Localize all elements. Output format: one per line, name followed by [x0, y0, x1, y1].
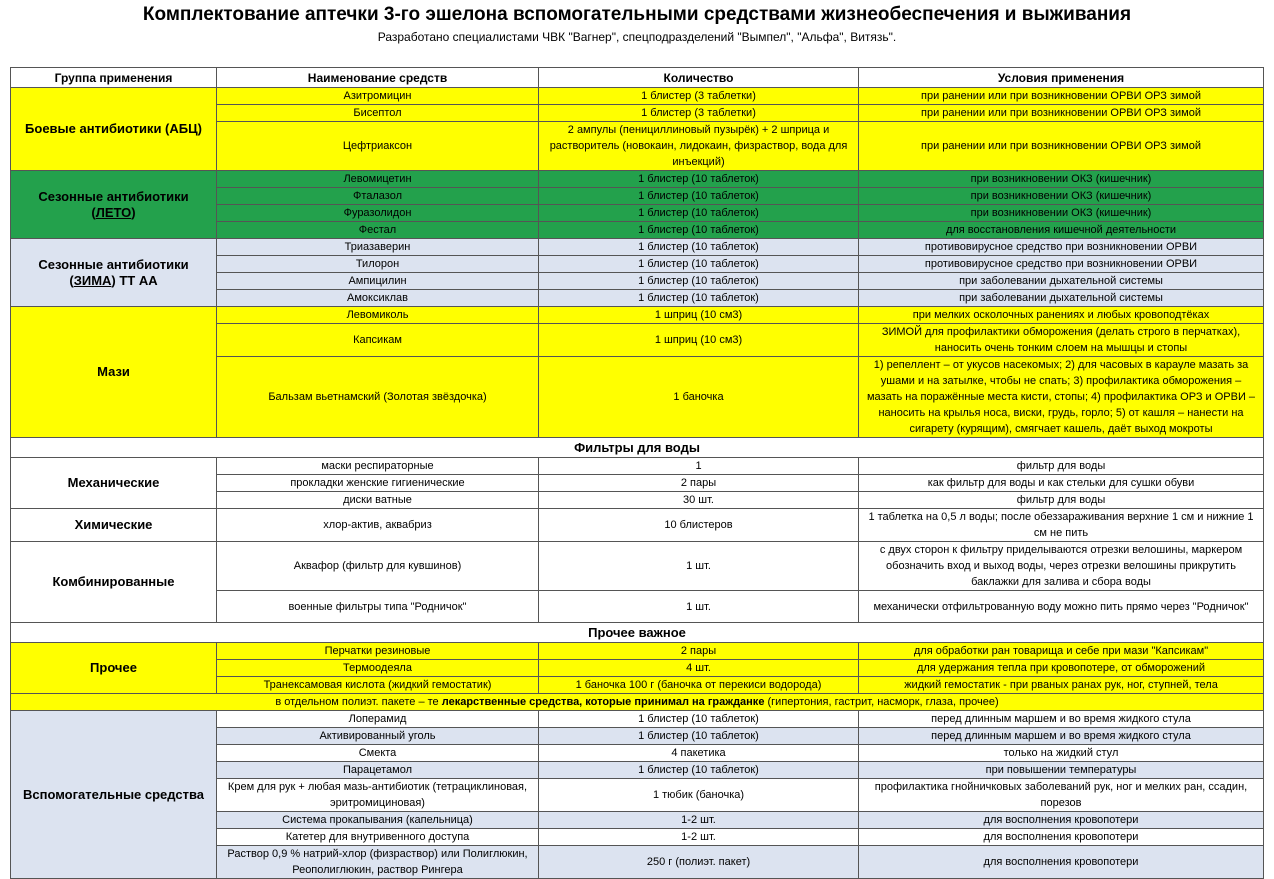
item-name: Крем для рук + любая мазь-антибиотик (тетрациклиновая, эритромициновая) — [217, 779, 539, 812]
note-part: в отдельном полиэт. пакете – те — [275, 696, 442, 708]
item-name: Фталазол — [217, 188, 539, 205]
item-qty: 1 блистер (10 таблеток) — [539, 239, 859, 256]
group-cell-abc: Боевые антибиотики (АБЦ) — [11, 88, 217, 171]
item-conditions: ЗИМОЙ для профилактики обморожения (делать строго в перчатках), наносить очень тонким слоем на мышцы и стопы — [859, 324, 1264, 357]
item-conditions: для восстановления кишечной деятельности — [859, 222, 1264, 239]
item-name: Система прокапывания (капельница) — [217, 812, 539, 829]
item-name: Раствор 0,9 % натрий-хлор (физраствор) или Полиглюкин, Реополиглюкин, раствор Рингера — [217, 846, 539, 879]
page-title: Комплектование аптечки 3-го эшелона вспомогательными средствами жизнеобеспечения и выживания — [142, 4, 1132, 25]
col-header-name: Наименование средств — [217, 68, 539, 88]
group-label-open: ( — [69, 272, 74, 288]
item-qty: 1 тюбик (баночка) — [539, 779, 859, 812]
item-qty: 1 шт. — [539, 591, 859, 623]
section-row — [11, 438, 1264, 458]
item-qty: 1-2 шт. — [539, 829, 859, 846]
page-subtitle: Разработано специалистами ЧВК "Вагнер", спецподразделений "Вымпел", "Альфа", Витязь". — [377, 30, 897, 44]
group-cell-aux: Вспомогательные средства — [11, 711, 217, 879]
item-qty: 1 блистер (10 таблеток) — [539, 762, 859, 779]
group-label: Сезонные антибиотики — [38, 188, 189, 204]
item-qty: 30 шт. — [539, 492, 859, 509]
item-qty: 1 блистер (10 таблеток) — [539, 273, 859, 290]
table-row — [11, 171, 1264, 188]
item-qty: 1 блистер (10 таблеток) — [539, 711, 859, 728]
item-conditions: при возникновении ОКЗ (кишечник) — [859, 188, 1264, 205]
other-note — [11, 694, 1264, 711]
item-qty: 4 пакетика — [539, 745, 859, 762]
item-qty: 10 блистеров — [539, 509, 859, 542]
item-conditions: для обработки ран товарища и себе при мази "Капсикам" — [859, 643, 1264, 660]
item-name: Фуразолидон — [217, 205, 539, 222]
item-qty: 1 — [539, 458, 859, 475]
group-label-season: ЗИМА — [73, 272, 112, 288]
item-conditions: для восполнения кровопотери — [859, 829, 1264, 846]
item-conditions: фильтр для воды — [859, 458, 1264, 475]
item-name: Фестал — [217, 222, 539, 239]
item-qty: 1 блистер (10 таблеток) — [539, 728, 859, 745]
item-conditions: перед длинным маршем и во время жидкого стула — [859, 728, 1264, 745]
item-qty: 1 баночка 100 г (баночка от перекиси водорода) — [539, 677, 859, 694]
item-conditions: 1) репеллент – от укусов насекомых; 2) для часовых в карауле мазать за ушами и на затылке, чтобы не спать; 3) профилактика обморожения – мазать на поражённые места кисти, стопы; 4) профилактика ОРЗ и ОРВИ – наносить на крылья носа, виски, грудь, горло; 5) от кашля – нанести на сигарету (курящим), смягчает кашель, даёт выход мокроты — [859, 357, 1264, 438]
group-label: Сезонные антибиотики — [38, 256, 189, 272]
item-qty: 4 шт. — [539, 660, 859, 677]
group-cell-mechanical: Механические — [11, 458, 217, 509]
item-qty: 1 баночка — [539, 357, 859, 438]
item-qty: 1 блистер (10 таблеток) — [539, 205, 859, 222]
item-name: хлор-актив, аквабриз — [217, 509, 539, 542]
item-qty: 1 блистер (10 таблеток) — [539, 222, 859, 239]
item-conditions: при заболевании дыхательной системы — [859, 273, 1264, 290]
note-emphasis: лекарственные средства, которые принимал на гражданке — [441, 696, 765, 708]
item-qty: 1 шт. — [539, 542, 859, 591]
table-row — [11, 239, 1264, 256]
item-conditions: при повышении температуры — [859, 762, 1264, 779]
item-qty: 250 г (полиэт. пакет) — [539, 846, 859, 879]
item-name: Аквафор (фильтр для кувшинов) — [217, 542, 539, 591]
item-name: Перчатки резиновые — [217, 643, 539, 660]
table-row — [11, 307, 1264, 324]
item-conditions: противовирусное средство при возникновении ОРВИ — [859, 239, 1264, 256]
item-name: военные фильтры типа "Родничок" — [217, 591, 539, 623]
col-header-conditions: Условия применения — [859, 68, 1264, 88]
group-label-open: ( — [91, 204, 96, 220]
item-qty: 2 пары — [539, 643, 859, 660]
item-conditions: только на жидкий стул — [859, 745, 1264, 762]
col-header-qty: Количество — [539, 68, 859, 88]
section-title-water: Фильтры для воды — [11, 438, 1264, 458]
group-cell-ointments: Мази — [11, 307, 217, 438]
item-conditions: при возникновении ОКЗ (кишечник) — [859, 171, 1264, 188]
item-name: прокладки женские гигиенические — [217, 475, 539, 492]
table-row — [11, 711, 1264, 728]
item-name: Капсикам — [217, 324, 539, 357]
item-name: Парацетамол — [217, 762, 539, 779]
table-row — [11, 509, 1264, 542]
item-qty: 1 блистер (3 таблетки) — [539, 105, 859, 122]
item-qty: 2 пары — [539, 475, 859, 492]
section-title-important: Прочее важное — [11, 623, 1264, 643]
item-name: Транексамовая кислота (жидкий гемостатик) — [217, 677, 539, 694]
item-conditions: для удержания тепла при кровопотере, от обморожений — [859, 660, 1264, 677]
item-qty: 1 блистер (10 таблеток) — [539, 290, 859, 307]
item-conditions: при ранении или при возникновении ОРВИ ОРЗ зимой — [859, 122, 1264, 171]
section-row — [11, 623, 1264, 643]
item-qty: 1 блистер (10 таблеток) — [539, 171, 859, 188]
item-conditions: при возникновении ОКЗ (кишечник) — [859, 205, 1264, 222]
item-name: Тилорон — [217, 256, 539, 273]
item-conditions: при ранении или при возникновении ОРВИ ОРЗ зимой — [859, 105, 1264, 122]
item-conditions: с двух сторон к фильтру приделываются отрезки велошины, маркером обозначить вход и выход воды, через отрезки велошины прикрутить баклажки для залива и сбора воды — [859, 542, 1264, 591]
item-conditions: как фильтр для воды и как стельки для сушки обуви — [859, 475, 1264, 492]
table-row — [11, 88, 1264, 105]
item-name: Смекта — [217, 745, 539, 762]
item-qty: 1-2 шт. — [539, 812, 859, 829]
header-row — [11, 68, 1264, 88]
item-conditions: при ранении или при возникновении ОРВИ ОРЗ зимой — [859, 88, 1264, 105]
item-conditions: для восполнения кровопотери — [859, 812, 1264, 829]
item-conditions: при заболевании дыхательной системы — [859, 290, 1264, 307]
item-qty: 1 шприц (10 см3) — [539, 324, 859, 357]
item-name: Активированный уголь — [217, 728, 539, 745]
item-name: Триазаверин — [217, 239, 539, 256]
group-label-suffix: ) ТТ АА — [111, 272, 158, 288]
group-label-close: ) — [131, 204, 136, 220]
table-row — [11, 458, 1264, 475]
item-name: Лоперамид — [217, 711, 539, 728]
item-conditions: противовирусное средство при возникновении ОРВИ — [859, 256, 1264, 273]
group-cell-combined: Комбинированные — [11, 542, 217, 623]
table-row — [11, 542, 1264, 591]
item-qty: 1 блистер (10 таблеток) — [539, 188, 859, 205]
item-name: Ампицилин — [217, 273, 539, 290]
group-cell-other: Прочее — [11, 643, 217, 694]
item-name: Левомицетин — [217, 171, 539, 188]
item-qty: 1 блистер (3 таблетки) — [539, 88, 859, 105]
item-name: Бальзам вьетнамский (Золотая звёздочка) — [217, 357, 539, 438]
item-name: маски респираторные — [217, 458, 539, 475]
group-cell-winter — [11, 239, 217, 307]
item-name: Катетер для внутривенного доступа — [217, 829, 539, 846]
item-name: Амоксиклав — [217, 290, 539, 307]
item-conditions: механически отфильтрованную воду можно пить прямо через "Родничок" — [859, 591, 1264, 623]
item-conditions: при мелких осколочных ранениях и любых кровоподтёках — [859, 307, 1264, 324]
group-label-season: ЛЕТО — [95, 204, 132, 220]
item-name: Бисептол — [217, 105, 539, 122]
item-name: Термоодеяла — [217, 660, 539, 677]
item-qty: 1 шприц (10 см3) — [539, 307, 859, 324]
item-qty: 1 блистер (10 таблеток) — [539, 256, 859, 273]
item-conditions: фильтр для воды — [859, 492, 1264, 509]
item-qty: 2 ампулы (пенициллиновый пузырёк) + 2 шприца и растворитель (новокаин, лидокаин, физраствор, вода для инъекций) — [539, 122, 859, 171]
item-conditions: жидкий гемостатик - при рваных ранах рук, ног, ступней, тела — [859, 677, 1264, 694]
table-row — [11, 643, 1264, 660]
kit-table — [10, 67, 1264, 879]
item-conditions: для восполнения кровопотери — [859, 846, 1264, 879]
group-cell-summer — [11, 171, 217, 239]
group-cell-chemical: Химические — [11, 509, 217, 542]
item-conditions: 1 таблетка на 0,5 л воды; после обеззараживания верхние 1 см и нижние 1 см не пить — [859, 509, 1264, 542]
item-name: Азитромицин — [217, 88, 539, 105]
item-name: Цефтриаксон — [217, 122, 539, 171]
table-row — [11, 694, 1264, 711]
note-part: (гипертония, гастрит, насморк, глаза, прочее) — [764, 696, 999, 708]
item-name: Левомиколь — [217, 307, 539, 324]
col-header-group: Группа применения — [11, 68, 217, 88]
item-conditions: перед длинным маршем и во время жидкого стула — [859, 711, 1264, 728]
item-name: диски ватные — [217, 492, 539, 509]
item-conditions: профилактика гнойничковых заболеваний рук, ног и мелких ран, ссадин, порезов — [859, 779, 1264, 812]
